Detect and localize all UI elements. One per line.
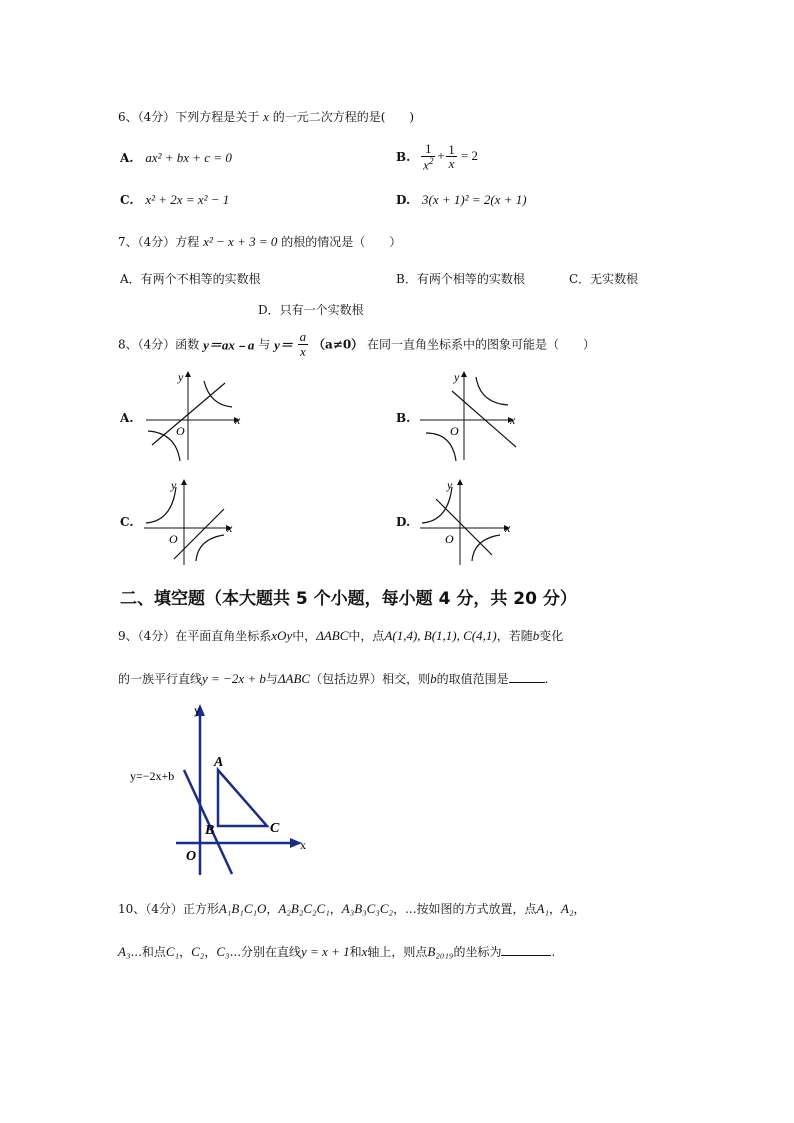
y-axis-label: y [447, 478, 453, 492]
x-axis-label: x [505, 521, 511, 535]
origin-label: O [186, 849, 197, 864]
y-axis-arrow-icon [457, 479, 463, 485]
q10-line-2: A₃...和点C₁，C₂，C₃...分别在直线y = x + 1和x轴上，则点B₂₀₁₉的坐标为 . [118, 944, 556, 959]
q7-option-d[interactable]: D．只有一个实数根 [258, 303, 364, 317]
y-axis-arrow-icon [461, 371, 467, 377]
hyperbola-branch-1 [422, 487, 452, 523]
q6-option-b[interactable]: B. $\frac{1}{x^2}$ + $\frac{1}{x}$ = 2 [396, 141, 479, 172]
q10-line-1: 10、（4分）正方形A₁B₁C₁O，A₂B₂C₂C₁，A₃B₃C₃C₂，...按如图的方式放置，点A₁，A₂， [118, 901, 586, 916]
point-b-label: B [205, 823, 215, 838]
q7-option-b[interactable]: B．有两个相等的实数根 [396, 272, 525, 286]
q7-stem: 7、（4分）方程 x² − x + 3 = 0 的根的情况是（ ） [118, 234, 402, 249]
linear-graph [452, 391, 516, 447]
q9-line-1: 9、（4分）在平面直角坐标系xOy中，ΔABC中，点A(1,4), B(1,1), C(4,1)，若随b变化 [118, 628, 564, 643]
section-title: 二、填空题（本大题共 5 个小题，每小题 4 分，共 20 分） [120, 589, 577, 609]
origin-label: O [176, 424, 185, 438]
y-axis-label: y [194, 703, 200, 717]
answer-blank[interactable] [509, 670, 545, 683]
q8-graph-d[interactable] [416, 473, 526, 568]
origin-label: O [445, 532, 454, 546]
q6-option-a[interactable]: A. ax² + bx + c = 0 [120, 150, 232, 165]
q8-fraction: $\frac{a}{x}$ [299, 329, 307, 359]
linear-graph [436, 499, 492, 555]
answer-blank[interactable] [501, 943, 551, 956]
q6-option-d[interactable]: D. 3(x + 1)² = 2(x + 1) [396, 192, 527, 207]
hyperbola-branch-1 [476, 377, 508, 405]
q9-figure [128, 700, 318, 880]
hyperbola-branch-1 [146, 487, 176, 523]
y-axis-label: y [171, 478, 177, 492]
q8-option-a-label[interactable]: A. [120, 411, 134, 425]
y-axis-label: y [178, 370, 184, 384]
y-axis-arrow-icon [185, 371, 191, 377]
x-axis-label: x [510, 413, 516, 427]
q8-graph-c[interactable] [140, 473, 250, 568]
frac-1-over-x2: $\frac{1}{x^2}$ [423, 141, 434, 172]
point-c-label: C [270, 821, 280, 836]
q6-option-c[interactable]: C. x² + 2x = x² − 1 [120, 192, 230, 207]
line-label: y=−2x+b [130, 769, 175, 783]
q9-line-2: 的一族平行直线y = −2x + b与ΔABC（包括边界）相交，则b的取值范围是 . [118, 671, 549, 686]
linear-graph [174, 509, 224, 559]
triangle-abc [218, 770, 267, 826]
point-a-label: A [214, 755, 224, 770]
y-axis-label: y [454, 370, 460, 384]
q6-stem: 6、（4分）下列方程是关于 x 的一元二次方程的是( ) [118, 109, 415, 124]
q8-graph-a[interactable] [140, 365, 250, 465]
x-axis-label: x [300, 838, 306, 852]
q8-option-b-label[interactable]: B. [396, 411, 411, 425]
origin-label: O [450, 424, 459, 438]
x-axis-label: x [227, 521, 233, 535]
q8-graph-b[interactable] [416, 365, 526, 465]
q8-option-c-label[interactable]: C. [120, 515, 134, 529]
y-axis-arrow-icon [181, 479, 187, 485]
hyperbola-branch-1 [204, 381, 232, 407]
q8-option-d-label[interactable]: D. [396, 515, 411, 529]
hyperbola-branch-2 [196, 535, 224, 561]
frac-1-over-x: $\frac{1}{x}$ [448, 141, 455, 172]
q7-option-a[interactable]: A．有两个不相等的实数根 [120, 272, 261, 286]
q7-option-c[interactable]: C．无实数根 [569, 272, 639, 286]
q8-stem: 8、（4分）函数 y＝ax﹣a 与 y＝ $\frac{a}{x}$ （a≠0） 在同一直角坐标系中的图象可能是（ ） [118, 329, 596, 359]
origin-label: O [169, 532, 178, 546]
x-axis-label: x [235, 413, 241, 427]
